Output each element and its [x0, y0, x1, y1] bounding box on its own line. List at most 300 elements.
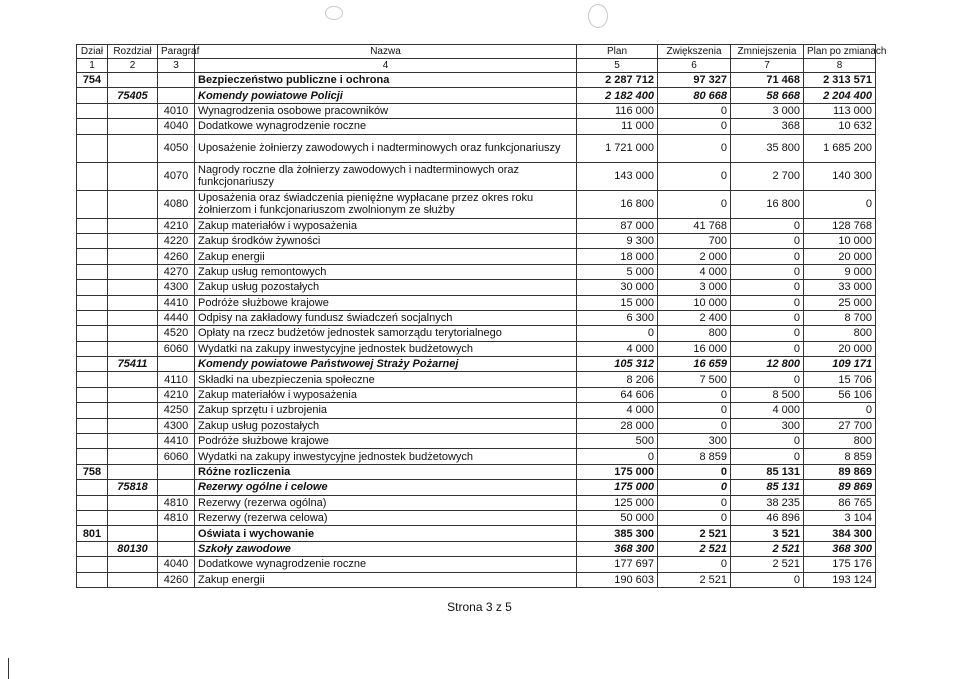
- cell-zwiekszenia: 80 668: [658, 88, 731, 103]
- cell-zmniejszenia: 0: [731, 295, 804, 310]
- page-number-footer: Strona 3 z 5: [447, 600, 512, 614]
- cell-zwiekszenia: 10 000: [658, 295, 731, 310]
- cell-zmniejszenia: 3 521: [731, 526, 804, 541]
- cell-zwiekszenia: 41 768: [658, 218, 731, 233]
- cell-nazwa: Zakup środków żywności: [195, 233, 577, 248]
- table-row: [77, 280, 876, 295]
- cell-rozdzial: 75411: [108, 357, 158, 372]
- cell-rozdzial: [108, 162, 158, 190]
- cell-plan-po-zmianach: 20 000: [804, 341, 876, 356]
- cell-zwiekszenia: 0: [658, 464, 731, 479]
- cell-paragraf: 4220: [158, 233, 195, 248]
- cell-plan: 15 000: [577, 295, 658, 310]
- cell-paragraf: 4440: [158, 310, 195, 325]
- cell-plan-po-zmianach: 113 000: [804, 103, 876, 118]
- cell-nazwa: Zakup usług pozostałych: [195, 280, 577, 295]
- cell-plan: 4 000: [577, 403, 658, 418]
- cell-plan: 368 300: [577, 541, 658, 556]
- cell-dzial: [77, 341, 108, 356]
- cell-nazwa: Podróże służbowe krajowe: [195, 434, 577, 449]
- rozdzial-row: [77, 480, 876, 495]
- table-row: [77, 510, 876, 525]
- cell-zwiekszenia: 0: [658, 134, 731, 162]
- cell-paragraf: [158, 541, 195, 556]
- cell-plan-po-zmianach: 15 706: [804, 372, 876, 387]
- cell-plan: 28 000: [577, 418, 658, 433]
- cell-nazwa: Wydatki na zakupy inwestycyjne jednostek budżetowych: [195, 449, 577, 464]
- cell-dzial: [77, 264, 108, 279]
- cell-zmniejszenia: 0: [731, 326, 804, 341]
- cell-plan-po-zmianach: 25 000: [804, 295, 876, 310]
- table-row: [77, 218, 876, 233]
- cell-zmniejszenia: 4 000: [731, 403, 804, 418]
- cell-paragraf: 4070: [158, 162, 195, 190]
- cell-plan: 8 206: [577, 372, 658, 387]
- cell-dzial: [77, 480, 108, 495]
- cell-zmniejszenia: 0: [731, 572, 804, 587]
- cell-dzial: [77, 541, 108, 556]
- table-row: [77, 295, 876, 310]
- cell-paragraf: [158, 480, 195, 495]
- dzial-row: [77, 526, 876, 541]
- cell-paragraf: [158, 73, 195, 88]
- cell-nazwa: Dodatkowe wynagrodzenie roczne: [195, 557, 577, 572]
- cell-zmniejszenia: 2 700: [731, 162, 804, 190]
- cell-zwiekszenia: 7 500: [658, 372, 731, 387]
- cell-plan-po-zmianach: 800: [804, 326, 876, 341]
- budget-changes-table: [76, 44, 887, 588]
- cell-plan-po-zmianach: 10 000: [804, 233, 876, 248]
- cell-dzial: [77, 190, 108, 218]
- cell-zwiekszenia: 8 859: [658, 449, 731, 464]
- cell-plan-po-zmianach: 20 000: [804, 249, 876, 264]
- cell-zmniejszenia: 0: [731, 218, 804, 233]
- cell-plan-po-zmianach: 2 204 400: [804, 88, 876, 103]
- cell-zwiekszenia: 0: [658, 162, 731, 190]
- cell-nazwa: Zakup energii: [195, 572, 577, 587]
- cell-paragraf: 4260: [158, 572, 195, 587]
- cell-zwiekszenia: 4 000: [658, 264, 731, 279]
- cell-plan: 64 606: [577, 387, 658, 402]
- cell-zwiekszenia: 0: [658, 480, 731, 495]
- cell-zwiekszenia: 16 000: [658, 341, 731, 356]
- cell-paragraf: 4040: [158, 119, 195, 134]
- table-body: [77, 73, 876, 588]
- cell-paragraf: 4210: [158, 387, 195, 402]
- header-row: [77, 45, 876, 59]
- header-plan-po-zmianach: Plan po zmianach: [804, 45, 876, 59]
- column-index: 6: [658, 59, 731, 73]
- cell-nazwa: Nagrody roczne dla żołnierzy zawodowych i nadterminowych oraz funkcjonariuszy: [195, 162, 577, 190]
- cell-plan: 6 300: [577, 310, 658, 325]
- cell-rozdzial: [108, 134, 158, 162]
- cell-paragraf: 4300: [158, 418, 195, 433]
- header-zmniejszenia: Zmniejszenia: [731, 45, 804, 59]
- cell-rozdzial: [108, 249, 158, 264]
- cell-plan: 2 182 400: [577, 88, 658, 103]
- cell-plan: 1 721 000: [577, 134, 658, 162]
- cell-plan: 50 000: [577, 510, 658, 525]
- cell-plan: 0: [577, 449, 658, 464]
- cell-rozdzial: [108, 526, 158, 541]
- cell-plan: 143 000: [577, 162, 658, 190]
- cell-paragraf: [158, 464, 195, 479]
- cell-plan-po-zmianach: 86 765: [804, 495, 876, 510]
- cell-zmniejszenia: 3 000: [731, 103, 804, 118]
- cell-rozdzial: 75818: [108, 480, 158, 495]
- cell-plan-po-zmianach: 193 124: [804, 572, 876, 587]
- rozdzial-row: [77, 88, 876, 103]
- cell-paragraf: 4810: [158, 510, 195, 525]
- cell-zmniejszenia: 2 521: [731, 557, 804, 572]
- cell-nazwa: Różne rozliczenia: [195, 464, 577, 479]
- cell-dzial: [77, 510, 108, 525]
- cell-rozdzial: [108, 510, 158, 525]
- cell-paragraf: 4270: [158, 264, 195, 279]
- cell-zmniejszenia: 0: [731, 249, 804, 264]
- cell-rozdzial: [108, 326, 158, 341]
- cell-dzial: [77, 434, 108, 449]
- cell-dzial: [77, 134, 108, 162]
- cell-zwiekszenia: 700: [658, 233, 731, 248]
- column-index: 3: [158, 59, 195, 73]
- cell-plan-po-zmianach: 8 700: [804, 310, 876, 325]
- cell-nazwa: Odpisy na zakładowy fundusz świadczeń socjalnych: [195, 310, 577, 325]
- cell-zwiekszenia: 2 521: [658, 541, 731, 556]
- cell-plan-po-zmianach: 109 171: [804, 357, 876, 372]
- cell-plan-po-zmianach: 8 859: [804, 449, 876, 464]
- cell-zmniejszenia: 0: [731, 372, 804, 387]
- cell-zwiekszenia: 0: [658, 387, 731, 402]
- table-row: [77, 310, 876, 325]
- header-dzial: Dział: [77, 45, 108, 59]
- cell-dzial: [77, 280, 108, 295]
- cell-plan: 18 000: [577, 249, 658, 264]
- cell-dzial: [77, 233, 108, 248]
- table-row: [77, 162, 876, 190]
- table-row: [77, 233, 876, 248]
- cell-zwiekszenia: 0: [658, 418, 731, 433]
- cell-dzial: [77, 249, 108, 264]
- cell-rozdzial: [108, 418, 158, 433]
- cell-zmniejszenia: 0: [731, 434, 804, 449]
- cell-zwiekszenia: 2 521: [658, 526, 731, 541]
- cell-zmniejszenia: 12 800: [731, 357, 804, 372]
- cell-dzial: [77, 572, 108, 587]
- cell-plan: 116 000: [577, 103, 658, 118]
- cell-zmniejszenia: 0: [731, 449, 804, 464]
- cell-zmniejszenia: 0: [731, 264, 804, 279]
- cell-plan-po-zmianach: 27 700: [804, 418, 876, 433]
- scan-artifact-mark: [588, 4, 608, 28]
- cell-dzial: [77, 326, 108, 341]
- cell-paragraf: 6060: [158, 449, 195, 464]
- table-row: [77, 119, 876, 134]
- cell-nazwa: Rezerwy (rezerwa ogólna): [195, 495, 577, 510]
- rozdzial-row: [77, 357, 876, 372]
- table-row: [77, 557, 876, 572]
- cell-plan-po-zmianach: 0: [804, 403, 876, 418]
- cell-rozdzial: [108, 190, 158, 218]
- cell-zmniejszenia: 85 131: [731, 480, 804, 495]
- cell-dzial: 754: [77, 73, 108, 88]
- cell-rozdzial: [108, 449, 158, 464]
- cell-paragraf: 4080: [158, 190, 195, 218]
- cell-plan: 0: [577, 326, 658, 341]
- cell-zmniejszenia: 85 131: [731, 464, 804, 479]
- header-paragraf: Paragraf: [158, 45, 195, 59]
- cell-plan-po-zmianach: 128 768: [804, 218, 876, 233]
- column-index: 8: [804, 59, 876, 73]
- cell-zmniejszenia: 71 468: [731, 73, 804, 88]
- cell-paragraf: 4110: [158, 372, 195, 387]
- cell-rozdzial: 80130: [108, 541, 158, 556]
- cell-plan-po-zmianach: 175 176: [804, 557, 876, 572]
- cell-rozdzial: [108, 310, 158, 325]
- cell-rozdzial: [108, 218, 158, 233]
- cell-dzial: [77, 88, 108, 103]
- table-row: [77, 418, 876, 433]
- rozdzial-row: [77, 541, 876, 556]
- cell-plan: 500: [577, 434, 658, 449]
- cell-rozdzial: [108, 73, 158, 88]
- cell-nazwa: Wydatki na zakupy inwestycyjne jednostek budżetowych: [195, 341, 577, 356]
- cell-zmniejszenia: 300: [731, 418, 804, 433]
- cell-plan-po-zmianach: 33 000: [804, 280, 876, 295]
- cell-rozdzial: [108, 387, 158, 402]
- scan-edge-line: [8, 658, 9, 679]
- cell-plan-po-zmianach: 1 685 200: [804, 134, 876, 162]
- cell-dzial: [77, 387, 108, 402]
- cell-nazwa: Uposażenie żołnierzy zawodowych i nadterminowych oraz funkcjonariuszy: [195, 134, 577, 162]
- cell-rozdzial: [108, 103, 158, 118]
- cell-zmniejszenia: 0: [731, 341, 804, 356]
- cell-plan: 125 000: [577, 495, 658, 510]
- cell-rozdzial: [108, 495, 158, 510]
- cell-paragraf: [158, 357, 195, 372]
- cell-paragraf: 4250: [158, 403, 195, 418]
- cell-plan-po-zmianach: 89 869: [804, 464, 876, 479]
- cell-zmniejszenia: 368: [731, 119, 804, 134]
- cell-rozdzial: [108, 557, 158, 572]
- cell-zwiekszenia: 0: [658, 557, 731, 572]
- cell-nazwa: Dodatkowe wynagrodzenie roczne: [195, 119, 577, 134]
- cell-nazwa: Zakup materiałów i wyposażenia: [195, 387, 577, 402]
- cell-dzial: [77, 495, 108, 510]
- cell-paragraf: 4210: [158, 218, 195, 233]
- cell-dzial: [77, 357, 108, 372]
- cell-zmniejszenia: 0: [731, 310, 804, 325]
- cell-zwiekszenia: 97 327: [658, 73, 731, 88]
- dzial-row: [77, 464, 876, 479]
- table-row: [77, 372, 876, 387]
- cell-zmniejszenia: 58 668: [731, 88, 804, 103]
- column-index: 5: [577, 59, 658, 73]
- cell-plan: 30 000: [577, 280, 658, 295]
- table-row: [77, 434, 876, 449]
- cell-paragraf: 4520: [158, 326, 195, 341]
- column-index: 2: [108, 59, 158, 73]
- cell-paragraf: 4260: [158, 249, 195, 264]
- cell-plan: 105 312: [577, 357, 658, 372]
- cell-dzial: 801: [77, 526, 108, 541]
- cell-plan-po-zmianach: 10 632: [804, 119, 876, 134]
- cell-rozdzial: [108, 403, 158, 418]
- cell-plan-po-zmianach: 89 869: [804, 480, 876, 495]
- cell-nazwa: Podróże służbowe krajowe: [195, 295, 577, 310]
- cell-paragraf: 4300: [158, 280, 195, 295]
- cell-zwiekszenia: 0: [658, 495, 731, 510]
- cell-nazwa: Rezerwy (rezerwa celowa): [195, 510, 577, 525]
- cell-plan: 4 000: [577, 341, 658, 356]
- cell-paragraf: 6060: [158, 341, 195, 356]
- header-rozdzial: Rozdział: [108, 45, 158, 59]
- cell-plan-po-zmianach: 368 300: [804, 541, 876, 556]
- cell-plan-po-zmianach: 3 104: [804, 510, 876, 525]
- cell-rozdzial: 75405: [108, 88, 158, 103]
- cell-zwiekszenia: 2 521: [658, 572, 731, 587]
- cell-paragraf: [158, 88, 195, 103]
- cell-dzial: [77, 218, 108, 233]
- cell-nazwa: Komendy powiatowe Policji: [195, 88, 577, 103]
- cell-dzial: [77, 449, 108, 464]
- cell-nazwa: Rezerwy ogólne i celowe: [195, 480, 577, 495]
- cell-rozdzial: [108, 280, 158, 295]
- cell-paragraf: 4010: [158, 103, 195, 118]
- dzial-row: [77, 73, 876, 88]
- cell-plan-po-zmianach: 2 313 571: [804, 73, 876, 88]
- table-row: [77, 264, 876, 279]
- cell-dzial: 758: [77, 464, 108, 479]
- cell-plan: 11 000: [577, 119, 658, 134]
- cell-plan: 5 000: [577, 264, 658, 279]
- cell-nazwa: Zakup energii: [195, 249, 577, 264]
- cell-zwiekszenia: 0: [658, 190, 731, 218]
- cell-plan-po-zmianach: 56 106: [804, 387, 876, 402]
- cell-nazwa: Bezpieczeństwo publiczne i ochrona: [195, 73, 577, 88]
- cell-plan-po-zmianach: 384 300: [804, 526, 876, 541]
- cell-rozdzial: [108, 295, 158, 310]
- cell-nazwa: Zakup materiałów i wyposażenia: [195, 218, 577, 233]
- cell-nazwa: Zakup usług pozostałych: [195, 418, 577, 433]
- table-row: [77, 341, 876, 356]
- cell-nazwa: Wynagrodzenia osobowe pracowników: [195, 103, 577, 118]
- cell-paragraf: 4410: [158, 295, 195, 310]
- cell-plan-po-zmianach: 140 300: [804, 162, 876, 190]
- cell-plan: 87 000: [577, 218, 658, 233]
- cell-plan: 190 603: [577, 572, 658, 587]
- cell-plan: 385 300: [577, 526, 658, 541]
- table-row: [77, 449, 876, 464]
- cell-nazwa: Uposażenia oraz świadczenia pieniężne wypłacane przez okres roku żołnierzom i funkcjonariuszom zwolnionym ze służby: [195, 190, 577, 218]
- cell-nazwa: Szkoły zawodowe: [195, 541, 577, 556]
- cell-zmniejszenia: 38 235: [731, 495, 804, 510]
- cell-plan-po-zmianach: 9 000: [804, 264, 876, 279]
- cell-plan: 9 300: [577, 233, 658, 248]
- cell-plan: 16 800: [577, 190, 658, 218]
- table-row: [77, 134, 876, 162]
- cell-zwiekszenia: 3 000: [658, 280, 731, 295]
- cell-nazwa: Składki na ubezpieczenia społeczne: [195, 372, 577, 387]
- table-row: [77, 572, 876, 587]
- cell-dzial: [77, 372, 108, 387]
- cell-paragraf: 4040: [158, 557, 195, 572]
- table-row: [77, 387, 876, 402]
- cell-plan: 175 000: [577, 480, 658, 495]
- cell-dzial: [77, 403, 108, 418]
- cell-paragraf: 4410: [158, 434, 195, 449]
- cell-zwiekszenia: 0: [658, 119, 731, 134]
- column-index: 7: [731, 59, 804, 73]
- table-row: [77, 495, 876, 510]
- header-zwiekszenia: Zwiększenia: [658, 45, 731, 59]
- cell-rozdzial: [108, 341, 158, 356]
- cell-rozdzial: [108, 119, 158, 134]
- scan-artifact-mark: [325, 6, 343, 20]
- cell-zwiekszenia: 800: [658, 326, 731, 341]
- cell-rozdzial: [108, 233, 158, 248]
- table-row: [77, 326, 876, 341]
- cell-plan: 177 697: [577, 557, 658, 572]
- cell-rozdzial: [108, 572, 158, 587]
- cell-zwiekszenia: 2 000: [658, 249, 731, 264]
- cell-rozdzial: [108, 372, 158, 387]
- cell-dzial: [77, 119, 108, 134]
- cell-zwiekszenia: 0: [658, 510, 731, 525]
- cell-zmniejszenia: 0: [731, 280, 804, 295]
- cell-paragraf: 4810: [158, 495, 195, 510]
- cell-dzial: [77, 103, 108, 118]
- table-row: [77, 249, 876, 264]
- cell-zwiekszenia: 0: [658, 403, 731, 418]
- cell-zmniejszenia: 35 800: [731, 134, 804, 162]
- cell-dzial: [77, 295, 108, 310]
- cell-rozdzial: [108, 264, 158, 279]
- cell-zwiekszenia: 300: [658, 434, 731, 449]
- cell-zmniejszenia: 16 800: [731, 190, 804, 218]
- cell-zwiekszenia: 2 400: [658, 310, 731, 325]
- cell-dzial: [77, 310, 108, 325]
- cell-plan: 2 287 712: [577, 73, 658, 88]
- table-row: [77, 190, 876, 218]
- table-row: [77, 403, 876, 418]
- cell-rozdzial: [108, 464, 158, 479]
- column-index-row: [77, 59, 876, 73]
- cell-nazwa: Oświata i wychowanie: [195, 526, 577, 541]
- cell-nazwa: Zakup usług remontowych: [195, 264, 577, 279]
- cell-nazwa: Zakup sprzętu i uzbrojenia: [195, 403, 577, 418]
- cell-zmniejszenia: 8 500: [731, 387, 804, 402]
- header-plan: Plan: [577, 45, 658, 59]
- table-row: [77, 103, 876, 118]
- cell-rozdzial: [108, 434, 158, 449]
- cell-zmniejszenia: 46 896: [731, 510, 804, 525]
- cell-zmniejszenia: 0: [731, 233, 804, 248]
- header-nazwa: Nazwa: [195, 45, 577, 59]
- cell-zmniejszenia: 2 521: [731, 541, 804, 556]
- column-index: 1: [77, 59, 108, 73]
- cell-paragraf: 4050: [158, 134, 195, 162]
- cell-plan-po-zmianach: 0: [804, 190, 876, 218]
- cell-zwiekszenia: 0: [658, 103, 731, 118]
- cell-nazwa: Komendy powiatowe Państwowej Straży Pożarnej: [195, 357, 577, 372]
- cell-dzial: [77, 162, 108, 190]
- cell-zwiekszenia: 16 659: [658, 357, 731, 372]
- cell-dzial: [77, 557, 108, 572]
- column-index: 4: [195, 59, 577, 73]
- cell-plan: 175 000: [577, 464, 658, 479]
- cell-plan-po-zmianach: 800: [804, 434, 876, 449]
